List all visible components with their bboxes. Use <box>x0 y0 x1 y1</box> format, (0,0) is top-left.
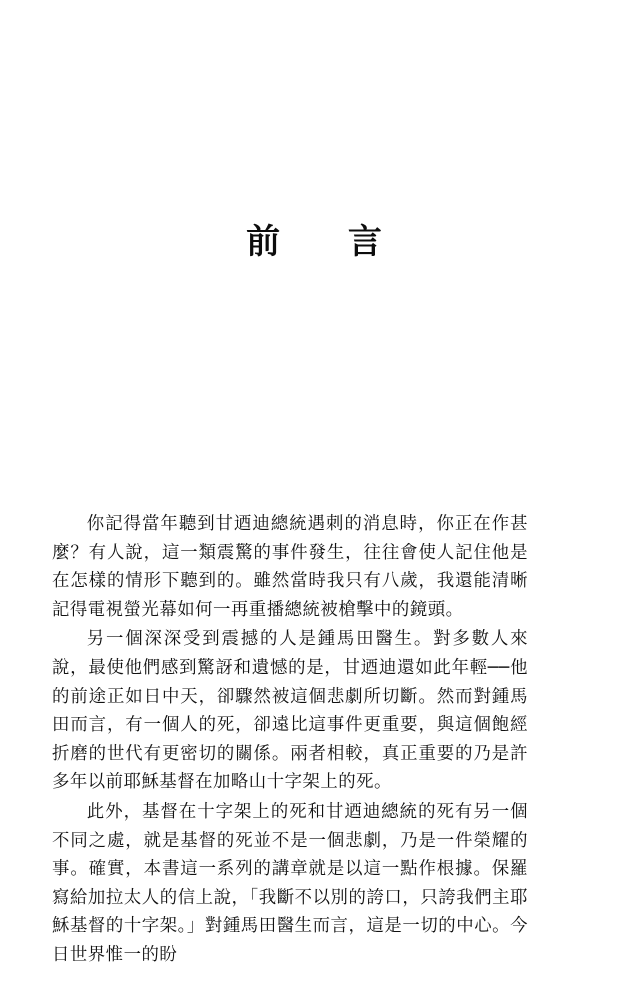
chapter-title: 前 言 <box>246 222 410 262</box>
paragraph-1: 你記得當年聽到甘迺迪總統遇刺的消息時，你正在作甚麼？有人說，這一類震驚的事件發生，往往會使人記住他是在怎樣的情形下聽到的。雖然當時我只有八歲，我還能清晰記得電視螢光幕如何一再重播總統被槍擊中的鏡頭。 <box>52 514 528 620</box>
paragraph-3: 此外，基督在十字架上的死和甘迺迪總統的死有另一個不同之處，就是基督的死並不是一個悲劇，乃是一件榮耀的事。確實，本書這一系列的講章就是以這一點作根據。保羅寫給加拉太人的信上說，「我斷不以別的誇口，只誇我們主耶穌基督的十字架。」對鍾馬田醫生而言，這是一切的中心。今日世界惟一的盼 <box>52 801 528 965</box>
paragraph-2: 另一個深深受到震撼的人是鍾馬田醫生。對多數人來說，最使他們感到驚訝和遺憾的是，甘迺迪還如此年輕──他的前途正如日中天，卻驟然被這個悲劇所切斷。然而對鍾馬田而言，有一個人的死，卻遠比這事件更重要，與這個飽經折磨的世代有更密切的關係。兩者相較，真正重要的乃是許多年以前耶穌基督在加略山十字架上的死。 <box>52 629 528 793</box>
body-text <box>52 510 528 971</box>
